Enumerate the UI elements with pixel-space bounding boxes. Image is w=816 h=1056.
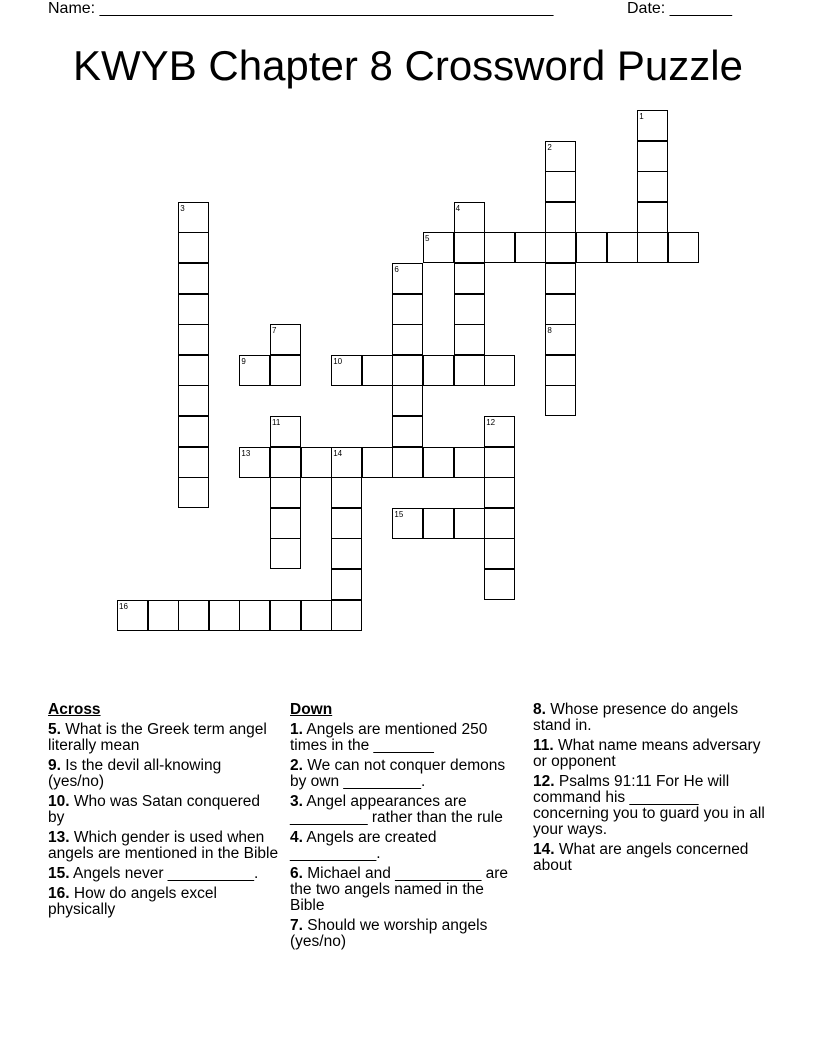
clue-number-label: 3 [180, 203, 185, 213]
clue-down-2: 2. We can not conquer demons by own _________. [290, 757, 506, 790]
crossword-cell[interactable] [301, 600, 332, 631]
crossword-cell[interactable] [423, 447, 454, 478]
crossword-cell[interactable] [301, 447, 332, 478]
crossword-cell[interactable] [423, 508, 454, 539]
date-field-label: Date: _______ [627, 0, 732, 17]
crossword-cell[interactable] [637, 232, 668, 263]
clue-number-label: 16 [119, 601, 128, 611]
crossword-cell[interactable] [178, 324, 209, 355]
crossword-cell[interactable] [454, 355, 485, 386]
crossword-cell[interactable] [484, 355, 515, 386]
crossword-cell[interactable] [331, 508, 362, 539]
crossword-cell[interactable] [545, 355, 576, 386]
crossword-cell[interactable] [607, 232, 638, 263]
crossword-cell[interactable] [545, 263, 576, 294]
crossword-cell[interactable] [270, 477, 301, 508]
crossword-cell[interactable] [178, 232, 209, 263]
crossword-cell[interactable] [484, 569, 515, 600]
crossword-cell[interactable] [545, 232, 576, 263]
crossword-cell[interactable] [484, 508, 515, 539]
crossword-cell[interactable] [270, 508, 301, 539]
crossword-cell[interactable] [637, 141, 668, 172]
crossword-cell[interactable] [270, 447, 301, 478]
crossword-cell[interactable] [178, 294, 209, 325]
crossword-cell[interactable] [484, 232, 515, 263]
clue-down-7: 7. Should we worship angels (yes/no) [290, 917, 488, 950]
crossword-cell[interactable] [148, 600, 179, 631]
crossword-cell[interactable] [270, 600, 301, 631]
crossword-cell[interactable] [637, 202, 668, 233]
crossword-cell[interactable] [362, 355, 393, 386]
crossword-cell[interactable] [178, 355, 209, 386]
page-title: KWYB Chapter 8 Crossword Puzzle [73, 42, 743, 89]
crossword-cell[interactable] [484, 538, 515, 569]
clue-number-label: 2 [547, 142, 552, 152]
crossword-cell[interactable] [392, 385, 423, 416]
crossword-cell[interactable] [392, 416, 423, 447]
crossword-cell[interactable] [392, 447, 423, 478]
crossword-cell[interactable] [392, 355, 423, 386]
clue-number-label: 8 [547, 326, 552, 336]
crossword-cell[interactable] [239, 600, 270, 631]
crossword-cell[interactable] [668, 232, 699, 263]
clue-down-4: 4. Angels are created __________. [290, 829, 437, 862]
clue-number-label: 13 [241, 448, 251, 458]
crossword-cell[interactable] [454, 324, 485, 355]
clue-across-16: 16. How do angels excel physically [48, 885, 217, 918]
crossword-cell[interactable] [178, 385, 209, 416]
clue-down-6: 6. Michael and __________ are the two angels named in the Bible [290, 865, 509, 914]
crossword-cell[interactable] [454, 294, 485, 325]
clue-number-label: 14 [333, 448, 343, 458]
clue-down-3: 3. Angel appearances are _________ rather than the rule [290, 793, 503, 826]
crossword-cell[interactable] [545, 202, 576, 233]
clue-number-label: 10 [333, 356, 343, 366]
crossword-cell[interactable] [545, 171, 576, 202]
clue-across-10: 10. Who was Satan conquered by [48, 793, 260, 826]
crossword-cell[interactable] [178, 447, 209, 478]
down-heading: Down [290, 701, 333, 718]
crossword-cell[interactable] [454, 263, 485, 294]
clue-across-9: 9. Is the devil all-knowing (yes/no) [48, 757, 222, 790]
crossword-cell[interactable] [576, 232, 607, 263]
crossword-cell[interactable] [270, 538, 301, 569]
crossword-cell[interactable] [270, 355, 301, 386]
crossword-cell[interactable] [178, 477, 209, 508]
clue-across-13: 13. Which gender is used when angels are mentioned in the Bible [48, 829, 279, 862]
clue-number-label: 9 [241, 356, 246, 366]
across-heading: Across [48, 701, 101, 718]
crossword-cell[interactable] [545, 294, 576, 325]
crossword-cell[interactable] [484, 447, 515, 478]
across-clues-column [48, 702, 280, 922]
crossword-cell[interactable] [209, 600, 240, 631]
crossword-cell[interactable] [331, 569, 362, 600]
clue-down-1: 1. Angels are mentioned 250 times in the _______ [290, 721, 488, 754]
crossword-cell[interactable] [392, 324, 423, 355]
clue-across-15: 15. Angels never __________. [48, 865, 259, 882]
clue-down-12: 12. Psalms 91:11 For He will command his ________ concerning you to guard you in all your ways. [533, 773, 765, 838]
clue-across-5: 5. What is the Greek term angel literally mean [48, 721, 267, 754]
crossword-cell[interactable] [178, 416, 209, 447]
crossword-cell[interactable] [545, 385, 576, 416]
down-clues-column [290, 702, 515, 954]
crossword-cell[interactable] [331, 600, 362, 631]
crossword-cell[interactable] [362, 447, 393, 478]
crossword-cell[interactable] [454, 447, 485, 478]
crossword-cell[interactable] [484, 477, 515, 508]
crossword-cell[interactable] [331, 538, 362, 569]
crossword-cell[interactable] [392, 294, 423, 325]
clue-number-label: 11 [272, 418, 281, 427]
clue-down-14: 14. What are angels concerned about [533, 841, 749, 874]
down-clues-column-continued [533, 702, 773, 878]
clue-number-label: 12 [486, 418, 496, 427]
clue-number-label: 5 [425, 234, 430, 244]
name-field-label: Name: ___________________________________________________ [48, 0, 554, 17]
clue-number-label: 4 [455, 203, 461, 213]
crossword-cell[interactable] [515, 232, 546, 263]
clue-number-label: 15 [394, 509, 404, 519]
crossword-cell[interactable] [178, 600, 209, 631]
crossword-cell[interactable] [178, 263, 209, 294]
crossword-cell[interactable] [454, 232, 485, 263]
clue-down-8: 8. Whose presence do angels stand in. [533, 701, 739, 734]
clue-number-label: 7 [272, 326, 277, 336]
clue-number-label: 1 [639, 112, 644, 121]
crossword-cell[interactable] [423, 355, 454, 386]
crossword-cell[interactable] [331, 477, 362, 508]
crossword-cell[interactable] [454, 508, 485, 539]
clue-number-label: 6 [394, 265, 399, 274]
crossword-cell[interactable] [637, 171, 668, 202]
clue-down-11: 11. What name means adversary or opponent [533, 737, 761, 770]
